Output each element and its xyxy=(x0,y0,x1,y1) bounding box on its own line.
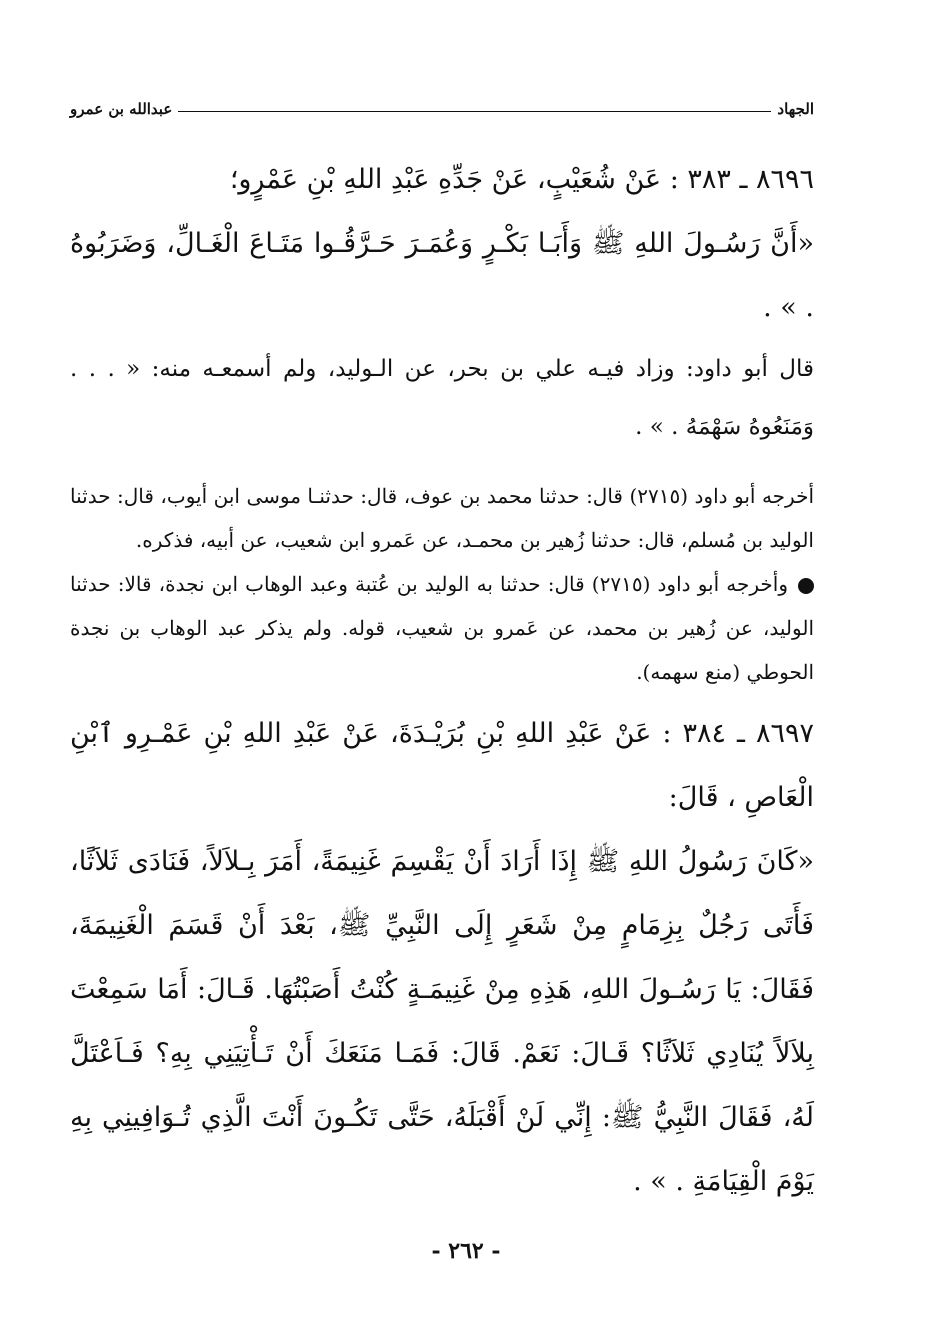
hadith-1-text: «أَنَّ رَسُـولَ اللهِ ﷺ وَأَبَـا بَكْـرٍ وَعُمَـرَ حَـرَّقُـوا مَتَـاعَ الْغَـالِّ، وَضَرَبُوهُ . » . xyxy=(70,228,814,323)
hadith-2-text: «كَانَ رَسُولُ اللهِ ﷺ إِذَا أَرَادَ أَنْ يَقْسِمَ غَنِيمَةً، أَمَرَ بِـلاَلاً، فَنَادَى ثَلاَثًا، فَأَتَى رَجُلٌ بِزِمَامٍ مِنْ شَعَرٍ إِلَى النَّبِيِّ ﷺ، بَعْدَ أَنْ قَسَمَ الْغَنِيمَةَ، فَقَالَ: يَا رَسُـولَ اللهِ، هَذِهِ مِنْ غَنِيمَـةٍ كُنْتُ أَصَبْتُهَا. قَـالَ: أَمَا سَمِعْتَ بِلاَلاً يُنَادِي ثَلاَثًا؟ قَـالَ: نَعَمْ. قَالَ: فَمَـا مَنَعَكَ أَنْ تَـأْتِيَنِي بِهِ؟ فَـاَعْتَلَّ لَهُ، فَقَالَ النَّبِيُّ ﷺ: إِنِّي لَنْ أَقْبَلَهُ، حَتَّى تَكُـونَ أَنْتَ الَّذِي تُـوَافِينِي بِهِ يَوْمَ الْقِيَامَةِ . » . xyxy=(70,846,814,1197)
bullet-icon xyxy=(798,578,814,594)
page-number: - ٢٦٢ - xyxy=(431,1238,501,1264)
hadith-1-note: قال أبو داود: وزاد فيـه علي بن بحر، عن الـوليد، ولم أسمعـه منه: « . . . وَمَنَعُوهُ سَهْمَهُ . » . xyxy=(70,356,814,440)
takhrij-1-paragraph-2-container xyxy=(70,562,814,694)
header-narrator: عبدالله بن عمرو xyxy=(70,100,173,118)
takhrij-1-paragraph-2: وأخرجه أبو داود (٢٧١٥) قال: حدثنا به الوليد بن عُتبة وعبد الوهاب ابن نجدة، قالا: حدثنا الوليد، عن زُهير بن محمد، عن عَمرو بن شعيب، قوله. ولم يذكر عبد الوهاب بن نجدة الحوطي (منع سهمه). xyxy=(70,572,814,684)
running-header xyxy=(70,92,814,118)
header-rule xyxy=(178,111,771,112)
header-chapter: الجهاد xyxy=(777,100,814,118)
hadith-1-heading: ٨٦٩٦ ـ ٣٨٣ : عَنْ شُعَيْبٍ، عَنْ جَدِّهِ عَبْدِ اللهِ بْنِ عَمْرٍو؛ xyxy=(229,164,814,195)
takhrij-1-paragraph-1: أخرجه أبو داود (٢٧١٥) قال: حدثنا محمد بن عوف، قال: حدثنـا موسى ابن أيوب، قال: حدثنا الوليد بن مُسلم، قال: حدثنا زُهير بن محمـد، عن عَمرو ابن شعيب، عن أبيه، فذكره. xyxy=(70,484,814,552)
book-page xyxy=(70,92,814,1344)
hadith-2-heading: ٨٦٩٧ ـ ٣٨٤ : عَنْ عَبْدِ اللهِ بْنِ بُرَيْـدَةَ، عَنْ عَبْدِ اللهِ بْنِ عَمْـرِو ٱبْنِ الْعَاصِ ، قَالَ: xyxy=(70,718,814,813)
